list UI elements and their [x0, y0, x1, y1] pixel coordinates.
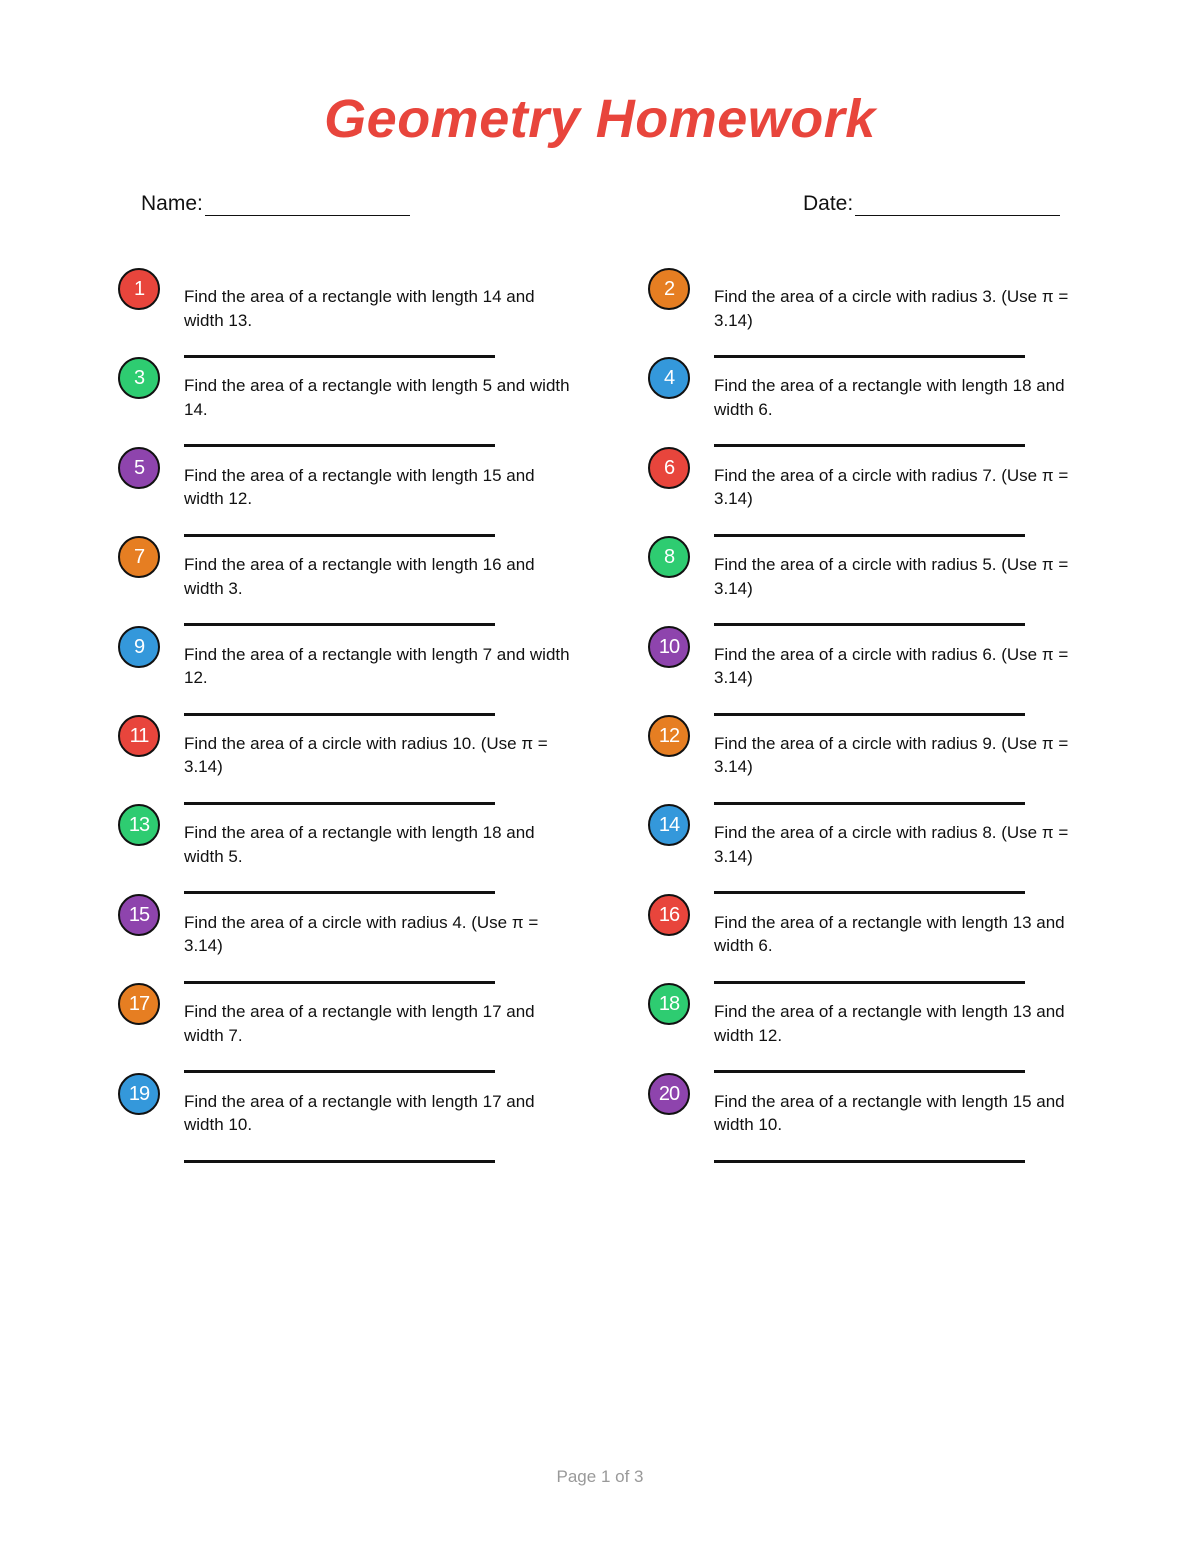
- problem-item: [118, 1073, 588, 1162]
- problem-text: Find the area of a rectangle with length 18 and width 6.: [714, 376, 1065, 419]
- problem-text: Find the area of a rectangle with length 13 and width 12.: [714, 1002, 1065, 1045]
- problem-item: [118, 894, 588, 983]
- problem-item: [648, 894, 1118, 983]
- problem-item: [118, 357, 588, 446]
- problem-number-badge: 18: [648, 983, 690, 1025]
- problem-text: Find the area of a circle with radius 4. (Use π = 3.14): [184, 912, 539, 956]
- problem-text: Find the area of a rectangle with length 15 and width 12.: [184, 465, 535, 509]
- problem-number-badge: 15: [118, 894, 160, 936]
- problem-text: Find the area of a circle with radius 5. (Use π = 3.14): [714, 555, 1069, 598]
- problem-item: [118, 983, 588, 1072]
- problem-item: [118, 268, 588, 357]
- problem-text: Find the area of a circle with radius 9. (Use π = 3.14): [714, 733, 1069, 777]
- problem-number-badge: 17: [118, 983, 160, 1025]
- name-label: Name:: [141, 192, 203, 215]
- problem-item: [648, 804, 1118, 893]
- problem-text: Find the area of a rectangle with length 18 and width 5.: [184, 823, 535, 866]
- problem-text: Find the area of a rectangle with length 13 and width 6.: [714, 912, 1065, 956]
- problem-text: Find the area of a rectangle with length 15 and width 10.: [714, 1091, 1065, 1135]
- answer-line[interactable]: [184, 1160, 495, 1163]
- name-field[interactable]: [141, 192, 410, 216]
- problem-number-badge: 1: [118, 268, 160, 310]
- problem-text: Find the area of a circle with radius 7. (Use π = 3.14): [714, 465, 1069, 509]
- problem-item: [118, 447, 588, 536]
- problem-number-badge: 19: [118, 1073, 160, 1115]
- problem-item: [648, 357, 1118, 446]
- problem-text: Find the area of a rectangle with length 5 and width 14.: [184, 376, 570, 419]
- problem-number-badge: 5: [118, 447, 160, 489]
- problems-right-column: [648, 268, 1118, 1162]
- problem-item: [648, 983, 1118, 1072]
- problem-text: Find the area of a rectangle with length 17 and width 10.: [184, 1091, 535, 1135]
- problem-item: [648, 626, 1118, 715]
- problem-text: Find the area of a circle with radius 8. (Use π = 3.14): [714, 823, 1069, 866]
- problem-item: [118, 715, 588, 804]
- problem-number-badge: 9: [118, 626, 160, 668]
- page-title: Geometry Homework: [324, 89, 876, 149]
- problem-text: Find the area of a circle with radius 3. (Use π = 3.14): [714, 287, 1069, 330]
- answer-line[interactable]: [714, 1160, 1025, 1163]
- problem-item: [648, 536, 1118, 625]
- problem-item: [648, 268, 1118, 357]
- problem-number-badge: 10: [648, 626, 690, 668]
- problem-item: [648, 1073, 1118, 1162]
- problem-number-badge: 3: [118, 357, 160, 399]
- problem-item: [648, 715, 1118, 804]
- name-blank[interactable]: [205, 195, 410, 216]
- problem-text: Find the area of a circle with radius 10. (Use π = 3.14): [184, 733, 548, 777]
- problem-text: Find the area of a rectangle with length 14 and width 13.: [184, 287, 535, 330]
- date-field[interactable]: [803, 192, 1060, 216]
- date-label: Date:: [803, 192, 854, 215]
- problem-number-badge: 11: [118, 715, 160, 757]
- problem-text: Find the area of a circle with radius 6. (Use π = 3.14): [714, 644, 1069, 688]
- problem-item: [648, 447, 1118, 536]
- problem-text: Find the area of a rectangle with length 16 and width 3.: [184, 555, 535, 598]
- problem-number-badge: 14: [648, 804, 690, 846]
- problem-item: [118, 536, 588, 625]
- problem-number-badge: 16: [648, 894, 690, 936]
- problems-left-column: [118, 268, 588, 1162]
- problem-number-badge: 6: [648, 447, 690, 489]
- problem-text: Find the area of a rectangle with length 7 and width 12.: [184, 644, 570, 688]
- problem-text: Find the area of a rectangle with length 17 and width 7.: [184, 1002, 535, 1045]
- problem-number-badge: 8: [648, 536, 690, 578]
- problem-number-badge: 12: [648, 715, 690, 757]
- date-blank[interactable]: [855, 195, 1060, 216]
- problem-number-badge: 13: [118, 804, 160, 846]
- page-footer: Page 1 of 3: [556, 1467, 644, 1486]
- problem-item: [118, 626, 588, 715]
- problem-number-badge: 7: [118, 536, 160, 578]
- problem-number-badge: 20: [648, 1073, 690, 1115]
- problem-number-badge: 2: [648, 268, 690, 310]
- problem-item: [118, 804, 588, 893]
- problem-number-badge: 4: [648, 357, 690, 399]
